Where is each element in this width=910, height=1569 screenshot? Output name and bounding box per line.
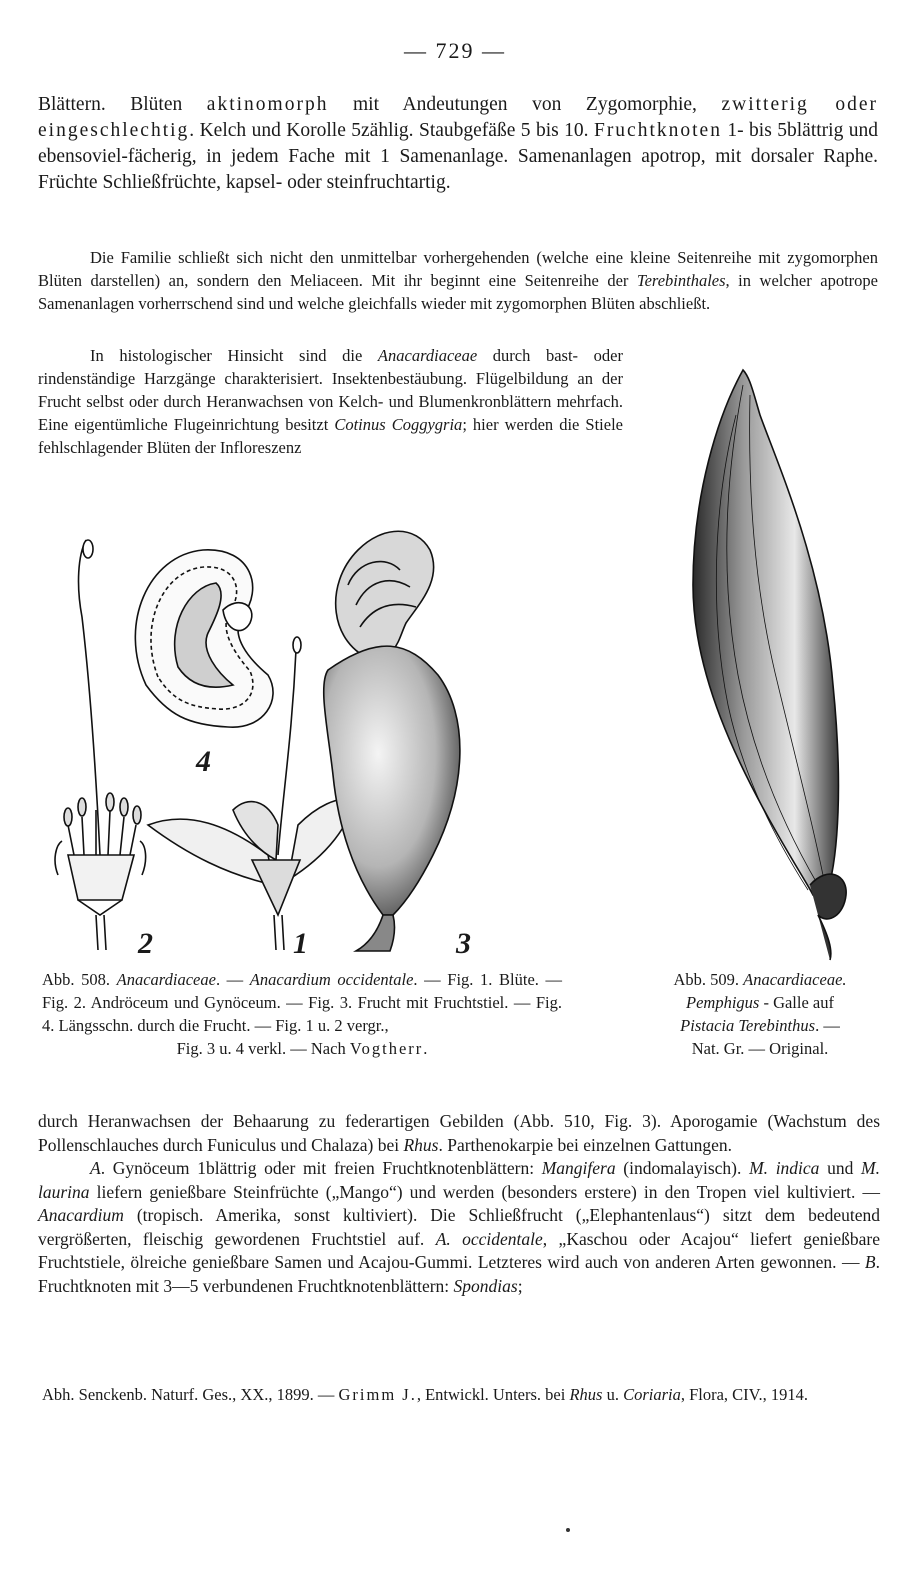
- figure-4-fruit-section: [135, 550, 273, 727]
- figure-label-2: 2: [138, 927, 153, 960]
- paragraph-familie: Die Familie schließt sich nicht den unmittelbar vorhergehenden (welche eine kleine Seitenreihe mit zygomorphen Blüten darstellen) an, sondern den Meliaceen. Mit ihr beginnt eine Seitenreihe der Terebinthales, in welcher apotrope Samenanlagen vorherrschend sind und welche gleichfalls wieder mit zygomorphen Blüten abschließt.: [38, 248, 878, 313]
- figure-509-pemphigus-gall: [693, 370, 846, 960]
- caption-abb-509: Abb. 509. Anacardiaceae. Pemphigus - Galle auf Pistacia Terebinthus. — Nat. Gr. — Original.: [673, 970, 847, 1058]
- figure-label-3: 3: [456, 927, 471, 960]
- print-speck: [566, 1528, 570, 1532]
- figure-2-androeceum-gynoeceum: [55, 540, 146, 950]
- caption-abb-508: Abb. 508. Anacardiaceae. — Anacardium occidentale. — Fig. 1. Blüte. — Fig. 2. Andröceum und Gynöceum. — Fig. 3. Frucht mit Fruchtstiel. — Fig. 4. Längsschn. durch die Frucht. — Fig. 1 u. 2 vergr., Fig. 3 u. 4 verkl. — Nach Vogtherr.: [42, 970, 563, 1058]
- botanical-illustrations: [38, 355, 888, 965]
- figure-label-1: 1: [293, 927, 308, 960]
- family-description: Blättern. Blüten aktinomorph mit Andeutungen von Zygomorphie, zwitterig oder eingeschlechtig. Kelch und Korolle 5zählig. Staubgefäße 5 bis 10. Fruchtknoten 1- bis 5blättrig und ebensoviel-fächerig, in jedem Fache mit 1 Samenanlage. Samenanlagen apotrop, mit dorsaler Raphe. Früchte Schließfrüchte, kapsel- oder steinfruchtartig.: [38, 94, 878, 193]
- figure-3-cashew-fruit: [324, 531, 460, 951]
- figure-label-4: 4: [196, 745, 211, 778]
- paragraph-apogamie: durch Heranwachsen der Behaarung zu federartigen Gebilden (Abb. 510, Fig. 3). Aporogamie (Wachstum des Pollenschlauches durch Funiculus und Chalaza) bei Rhus. Parthenokarpie bei einzelnen Gattungen.: [38, 1111, 880, 1155]
- paragraph-histology: In histologischer Hinsicht sind die Anacardiaceae durch bast- oder rindenständige Harzgänge charakterisiert. Insektenbestäubung. Flügelbildung an der Frucht selbst oder durch Heranwachsen von Kelch- und Blumenkronblättern mehrfach. Eine eigentümliche Flugeinrichtung besitzt Cotinus Coggygria; hier werden die Stiele fehlschlagender Blüten der Infloreszenz: [38, 346, 623, 457]
- lower-text: [38, 1110, 880, 1298]
- page-number: — 729 —: [404, 38, 506, 63]
- figure-region: [38, 355, 888, 965]
- paragraph-genera: A. Gynöceum 1blättrig oder mit freien Fruchtknotenblättern: Mangifera (indomalayisch). M. indica und M. laurina liefern genießbare Steinfrüchte („Mango“) und werden (besonders erstere) in den Tropen viel kultiviert. — Anacardium (tropisch. Amerika, sonst kultiviert). Die Schließfrucht („Elephantenlaus“) sitzt dem bedeutend vergrößerten, fleischig gewordenen Fruchtstiel auf. A. occidentale, „Kaschou oder Acajou“ liefert genießbare Fruchtstiele, ölreiche genießbare Samen und Acajou-Gummi. Letzteres wird auch von anderen Arten gewonnen. — B. Fruchtknoten mit 3—5 verbundenen Fruchtknotenblättern: Spondias;: [38, 1158, 881, 1296]
- footnote: Abh. Senckenb. Naturf. Ges., XX., 1899. — Grimm J., Entwickl. Unters. bei Rhus u. Coriaria, Flora, CIV., 1914.: [42, 1385, 808, 1404]
